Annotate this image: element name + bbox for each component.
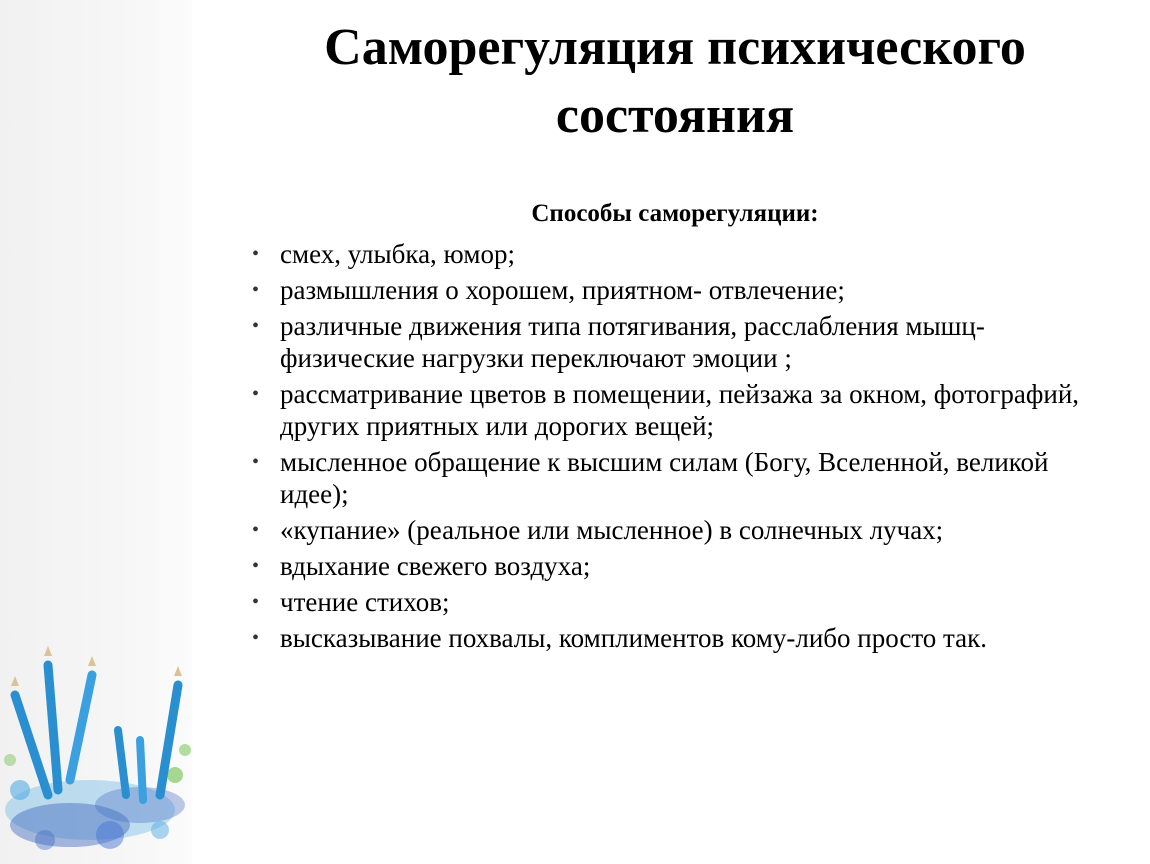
list-item: • «купание» (реальное или мысленное) в солнечных лучах; (252, 515, 944, 545)
list-item: • вдыхание свежего воздуха; (252, 551, 591, 581)
bullet-icon: • (252, 279, 260, 301)
bullet-icon: • (252, 315, 260, 337)
bullet-icon: • (252, 627, 260, 649)
slide-title: Саморегуляция психического состояния (324, 19, 1026, 144)
list-item: • высказывание похвалы, комплиментов кому-либо просто так. (252, 623, 988, 653)
list-item: • размышления о хорошем, приятном- отвлечение; (252, 275, 845, 305)
decorative-side-panel (0, 0, 192, 864)
bullet-icon: • (252, 451, 260, 473)
bullet-icon: • (252, 243, 260, 265)
bullet-icon: • (252, 555, 260, 577)
bullet-icon: • (252, 383, 260, 405)
list-item: • различные движения типа потягивания, расслабления мышц- физические нагрузки переключают эмоции ; (252, 311, 985, 373)
pencils-image (0, 600, 200, 864)
bullet-icon: • (252, 591, 260, 613)
list-item: • смех, улыбка, юмор; (252, 239, 515, 269)
bullet-icon: • (252, 519, 260, 541)
list-item: • рассматривание цветов в помещении, пейзажа за окном, фотографий, других приятных или дорогих вещей; (252, 379, 1080, 441)
list-item: • чтение стихов; (252, 587, 450, 617)
list-item: • мысленное обращение к высшим силам (Богу, Вселенной, великой идее); (252, 447, 1049, 509)
methods-list (250, 238, 1110, 658)
slide-subtitle: Способы саморегуляции: (531, 200, 819, 227)
pencils (11, 646, 182, 800)
